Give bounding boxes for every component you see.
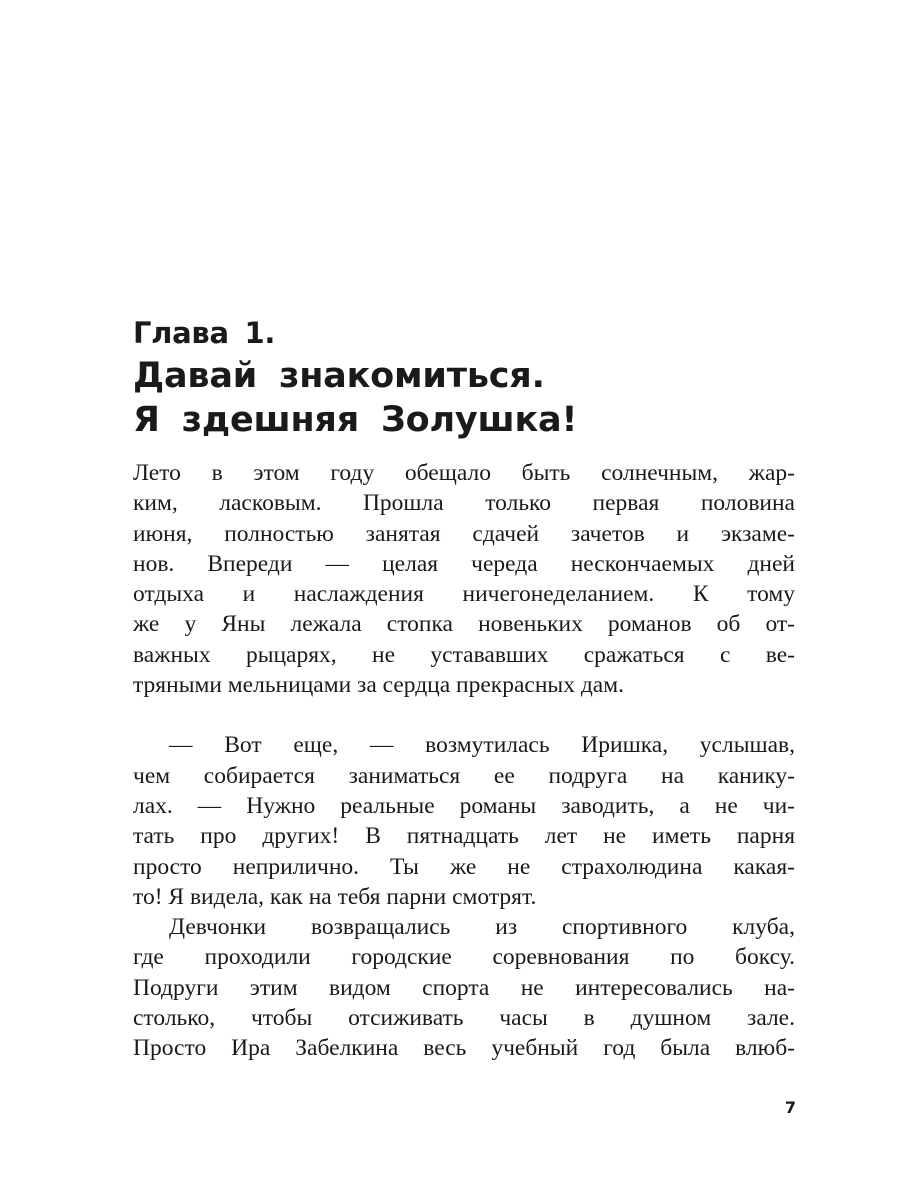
text-line: ким, ласковым. Прошла только первая половина [133,490,795,517]
text-line: — Вот еще, — возмутилась Иришка, услышав, [169,732,795,759]
text-line: тать про других! В пятнадцать лет не иметь парня [133,823,795,850]
paragraph [133,912,795,1063]
chapter-label: Глава 1. [133,316,276,350]
text-line: чем собирается заниматься ее подруга на канику- [133,762,795,789]
text-line: нов. Впереди — целая череда нескончаемых дней [133,550,795,577]
text-line: июня, полностью занятая сдачей зачетов и экзаме- [133,520,795,547]
text-line: то! Я видела, как на тебя парни смотрят. [133,883,537,910]
text-line: лах. — Нужно реальные романы заводить, а не чи- [133,792,795,819]
paragraph [133,458,795,700]
text-line: Лето в этом году обещало быть солнечным, жар- [133,460,795,486]
paragraph-gap [133,700,795,730]
chapter-heading [133,312,793,442]
chapter-title-line: Я здешняя Золушка! [133,400,578,440]
text-line: важных рыцарях, не устававших сражаться с ве- [133,641,795,668]
text-line: просто неприлично. Ты же не страхолюдина какая- [133,853,795,880]
paragraph [133,730,795,912]
text-line: Девчонки возвращались из спортивного клуба, [169,914,795,941]
chapter-title-line: Давай знакомиться. [133,356,545,396]
text-line: отдыха и наслаждения ничегонеделанием. К тому [133,581,795,608]
text-line: Подруги этим видом спорта не интересовались на- [133,974,795,1001]
page-number: 7 [784,1098,796,1117]
text-line: где проходили городские соревнования по боксу. [133,944,795,971]
text-line: же у Яны лежала стопка новеньких романов об от- [133,611,795,638]
body-text [133,458,795,1064]
text-line: Просто Ира Забелкина весь учебный год была влюб- [133,1035,795,1062]
text-line: столько, чтобы отсиживать часы в душном зале. [133,1005,795,1032]
text-line: тряными мельницами за сердца прекрасных дам. [133,672,624,699]
